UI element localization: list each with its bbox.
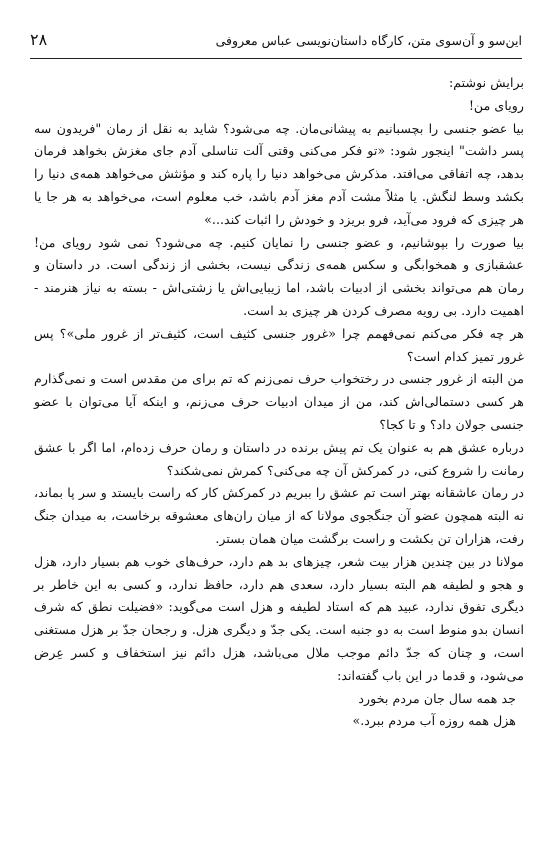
- verse-line: جد همه سال جان مردم بخورد: [358, 690, 516, 706]
- paragraph: درباره عشق هم به عنوان یک تم پیش برنده در داستان و رمان حرف زده‌ام، اما اگر با عشق رمانت را شروع کنی، در کمرکش آن چه می‌کنی؟ کمرش نمی‌شکند؟: [34, 439, 524, 478]
- running-header: این‌سو و آن‌سوی متن، کارگاه داستان‌نویسی عباس معروفی: [215, 33, 522, 48]
- header-divider: [30, 58, 522, 59]
- paragraph: در رمان عاشقانه بهتر است تم عشق را ببریم در کمرکش کار که راست بایستد و سر پا بماند، نه البته همچون عضو آن جنگجوی مولانا که از میان ران‌های معشوقه برخاست، به میدان جنگ رفت، هزاران تن بکشت و راست برگشت میان همان بستر.: [34, 485, 524, 546]
- paragraph: هر چه فکر می‌کنم نمی‌فهمم چرا «غرور جنسی کثیف است، کثیف‌تر از غرور ملی»؟ پس غرور تمیز کدام است؟: [34, 325, 524, 364]
- paragraph: من البته از غرور جنسی در رختخواب حرف نمی‌زنم که تم برای من مقدس است و نمی‌گذارم هر کسی دستمالی‌اش کند، من از میدان ادبیات حرف می‌زنم، و اینکه آیا می‌توان با عضو جنسی جولان داد؟ و تا کجا؟: [34, 371, 524, 432]
- salutation-line: برایش نوشتم:: [448, 75, 524, 90]
- paragraph: مولانا در بین چندین هزار بیت شعر، چیزهای بد هم دارد، حرف‌های خوب هم بسیار دارد، هزل و هجو و لطیفه هم البته بسیار دارد، سعدی هم دارد، حافظ ندارد، و کسی به این خاطر بر دیگری تفوق ندارد، عبید هم که استاد لطیفه و هزل است می‌گوید: «فضیلت نطق که شرف انسان بدو منوط است به دو جنبه است. یکی جدّ و دیگری هزل. و رجحان جدّ بر هزل مستغنی است، و چنان که جدّ دائم موجب ملال می‌باشد، هزل دائم نیز استخفاف و کسر عِرض می‌شود، و قدما در این باب گفته‌اند:: [34, 553, 524, 683]
- paragraph: بیا صورت را بپوشانیم، و عضو جنسی را نمایان کنیم. چه می‌شود؟ نمی شود رویای من! عشقبازی و همخوابگی و سکس همه‌ی زندگی نیست، بخشی از زندگی است. در داستان و رمان هم می‌تواند بخشی از ادبیات باشد، اما زیبایی‌اش یا زشتی‌اش - بسته به نیاز هنرمند - اهمیت دارد. بی رویه مصرف کردن هر چیزی بد است.: [34, 234, 524, 318]
- verse-line: هزل همه روزه آب مردم ببرد.»: [352, 713, 516, 729]
- body-text: [34, 72, 524, 733]
- paragraph: بیا عضو جنسی را بچسبانیم به پیشانی‌مان. چه می‌شود؟ شاید به نقل از رمان "فریدون سه پسر داشت" اینجور شود: «تو فکر می‌کنی وقتی آلت تناسلی آدم جای مغزش بخواهد فرمان بدهد، چه اتفاقی می‌افتد. مذکرش می‌خواهد دنیا را پاره کند و مؤنثش می‌خواهد همه‌ی دنیا را بکشد وسط لنگش. یا مثلاً مشت آدم مغز آدم باشد، خب معلوم است، می‌خواهد به هر جا یا هر چیزی که فرود می‌آید، فرو بریزد و خودش را اثبات کند...»: [34, 120, 524, 227]
- salutation-address: رویای من!: [468, 97, 524, 113]
- page-number: ۲۸: [30, 30, 48, 49]
